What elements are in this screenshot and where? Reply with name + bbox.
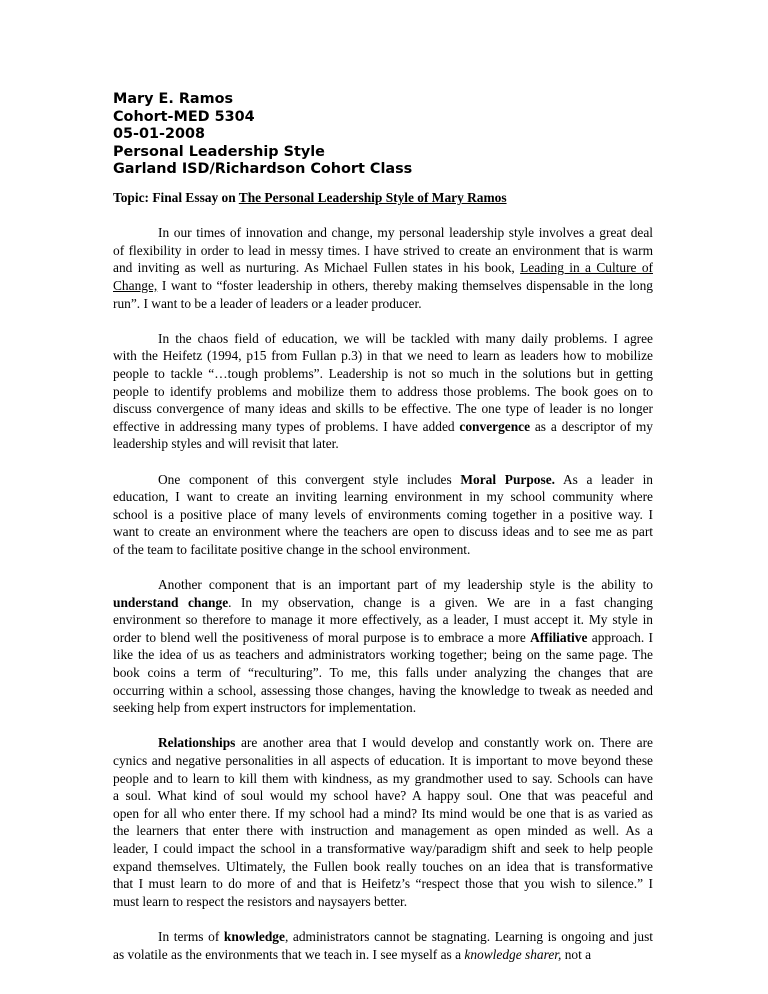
text-line (113, 752, 653, 770)
text-line (113, 805, 653, 823)
text-line (113, 946, 653, 964)
text-span: environment so therefore to manage it more effectively, as a leader, I must accept it. My style in (113, 612, 653, 628)
text-line (113, 506, 653, 524)
text-span: open for all who enter there. If my school had a mind? Its mind would be one that is as varied as (113, 805, 653, 821)
essay-paragraph (113, 330, 653, 453)
text-span: effective in addressing many types of problems. I have added (113, 418, 460, 434)
text-span: In the chaos field of education, we will be tackled with many daily problems. I agree (158, 330, 653, 346)
text-span: Another component that is an important part of my leadership style is the ability to (158, 577, 653, 593)
cohort-line: Cohort-MED 5304 (113, 108, 255, 125)
text-line (113, 664, 653, 682)
text-span: not a (561, 946, 592, 962)
text-span: must learn to respect the resistors and naysayers better. (113, 893, 408, 909)
text-line (113, 541, 653, 559)
text-span: discuss convergence of many ideas and skills to be effective. The one type of leader is no longer (113, 401, 653, 417)
text-span: of the team to facilitate positive change in the school environment. (113, 541, 471, 557)
text-line (113, 840, 653, 858)
text-line (113, 242, 653, 260)
essay-body (113, 189, 653, 981)
text-line (113, 928, 653, 946)
text-span: people and to learn to kill them with kindness, as my grandmother used to say. Schools can have (113, 770, 653, 786)
text-span: as volatile as the environments that we teach in. I see myself as a (113, 946, 465, 962)
text-line (113, 787, 653, 805)
text-span: expand themselves. Ultimately, the Fullen book really touches on an idea that is transformative (113, 858, 653, 874)
bold-text: Relationships (158, 735, 236, 751)
text-line (113, 277, 653, 295)
text-span: with the Heifetz (1994, p15 from Fullan p.3) in that we need to learn as leaders how to mobilize (113, 348, 653, 364)
italic-text: knowledge sharer, (464, 946, 562, 962)
bold-text: Moral Purpose. (460, 471, 555, 487)
text-line (113, 822, 653, 840)
text-span: approach. I (587, 629, 654, 645)
text-span: book coins a term of “reculturing”. To me, this falls under analyzing the changes that are (113, 665, 653, 681)
text-line (113, 365, 653, 383)
text-span: As a leader in (554, 471, 653, 487)
text-span: want to create an environment where the teachers are open to discuss ideas and to see me as part (113, 524, 653, 540)
text-line (113, 435, 653, 453)
text-line (113, 488, 653, 506)
text-line (113, 330, 653, 348)
text-line (113, 418, 653, 436)
text-span: of flexibility in order to lead in messy times. I have strived to create an environment that is warm (113, 242, 653, 258)
text-span: like the idea of us as teachers and administrators working together; being on the same page. The (113, 647, 653, 663)
text-span: , administrators cannot be stagnating. Learning is ongoing and just (284, 928, 653, 944)
text-span: seeking help from expert instructors for implementation. (113, 700, 417, 716)
text-line (113, 875, 653, 893)
bold-text: Affiliative (530, 629, 588, 645)
text-span: school is a positive place of many levels of environments coming together in a positive way. I (113, 506, 653, 522)
essay-paragraph (113, 734, 653, 910)
text-span: run”. I want to be a leader of leaders or a leader producer. (113, 295, 422, 311)
text-line (113, 699, 653, 717)
essay-paragraphs (113, 224, 653, 963)
text-span: In our times of innovation and change, my personal leadership style involves a great deal (158, 225, 653, 241)
text-span: as a descriptor of my (530, 418, 653, 434)
text-line (113, 383, 653, 401)
text-span: education, I want to create an inviting learning environment in my school community where (113, 489, 653, 505)
subject-line: Personal Leadership Style (113, 143, 325, 160)
text-line (113, 858, 653, 876)
underlined-title: Leading in a Culture of (520, 260, 653, 276)
text-span: leadership styles and will revisit that later. (113, 436, 339, 452)
text-span: . In my observation, change is a given. We are in a fast changing (228, 594, 653, 610)
text-line (113, 646, 653, 664)
text-span: cynics and negative personalities in all aspects of education. It is important to move beyond these (113, 753, 653, 768)
essay-paragraph (113, 224, 653, 312)
underlined-title: Change, (113, 277, 158, 293)
text-line (113, 682, 653, 700)
text-span: the learners that enter there with instruction and management as open minded as well. As a (113, 823, 653, 839)
text-span: a soul. What kind of soul would my school have? A happy soul. One that was peaceful and (113, 788, 653, 804)
essay-paragraph (113, 576, 653, 717)
text-span: are another area that I would develop and constantly work on. There are (235, 735, 653, 751)
bold-text: knowledge (223, 928, 285, 944)
topic-line (113, 189, 653, 207)
essay-paragraph (113, 928, 653, 963)
text-span: people to identify problems and mobilize them to address those problems. The book goes on to (113, 383, 653, 399)
text-span: In terms of (158, 928, 224, 944)
text-line (113, 295, 653, 313)
text-line (113, 347, 653, 365)
text-line (113, 594, 653, 612)
essay-paragraph (113, 471, 653, 559)
document-header (113, 91, 412, 179)
text-span: occurring within a school, assessing those changes, having the knowledge to tweak as needed and (113, 682, 653, 698)
text-span: people to tackle “…tough problems”. Leadership is not so much in the solutions but in getting (113, 365, 653, 381)
author-name: Mary E. Ramos (113, 91, 234, 107)
text-line (113, 259, 653, 277)
text-line (113, 523, 653, 541)
text-line (113, 629, 653, 647)
bold-text: convergence (459, 418, 531, 434)
text-span: I want to “foster leadership in others, thereby making themselves dispensable in the long (157, 277, 653, 293)
bold-text: understand change (113, 594, 229, 610)
text-span: One component of this convergent style includes (158, 471, 461, 487)
text-span: leader, I could impact the school in a transformative way/paradigm shift and seek to help people (113, 840, 653, 856)
text-span: and inviting as well as nurturing. As Michael Fullen states in his book, (113, 260, 521, 276)
text-span: that I must learn to do more of and that is Heifetz’s “respect those that you wish to silence.” I (113, 876, 653, 892)
text-line (113, 734, 653, 752)
text-line (113, 770, 653, 788)
text-span: order to blend well the positiveness of moral purpose is to embrace a more (113, 629, 531, 645)
topic-label: Topic: Final Essay on (113, 190, 239, 205)
class-line: Garland ISD/Richardson Cohort Class (113, 161, 413, 178)
topic-title: The Personal Leadership Style of Mary Ramos (238, 190, 507, 205)
date-line: 05-01-2008 (113, 126, 206, 143)
text-line (113, 224, 653, 242)
text-line (113, 471, 653, 489)
text-line (113, 611, 653, 629)
text-line (113, 893, 653, 911)
text-line (113, 576, 653, 594)
text-line (113, 400, 653, 418)
